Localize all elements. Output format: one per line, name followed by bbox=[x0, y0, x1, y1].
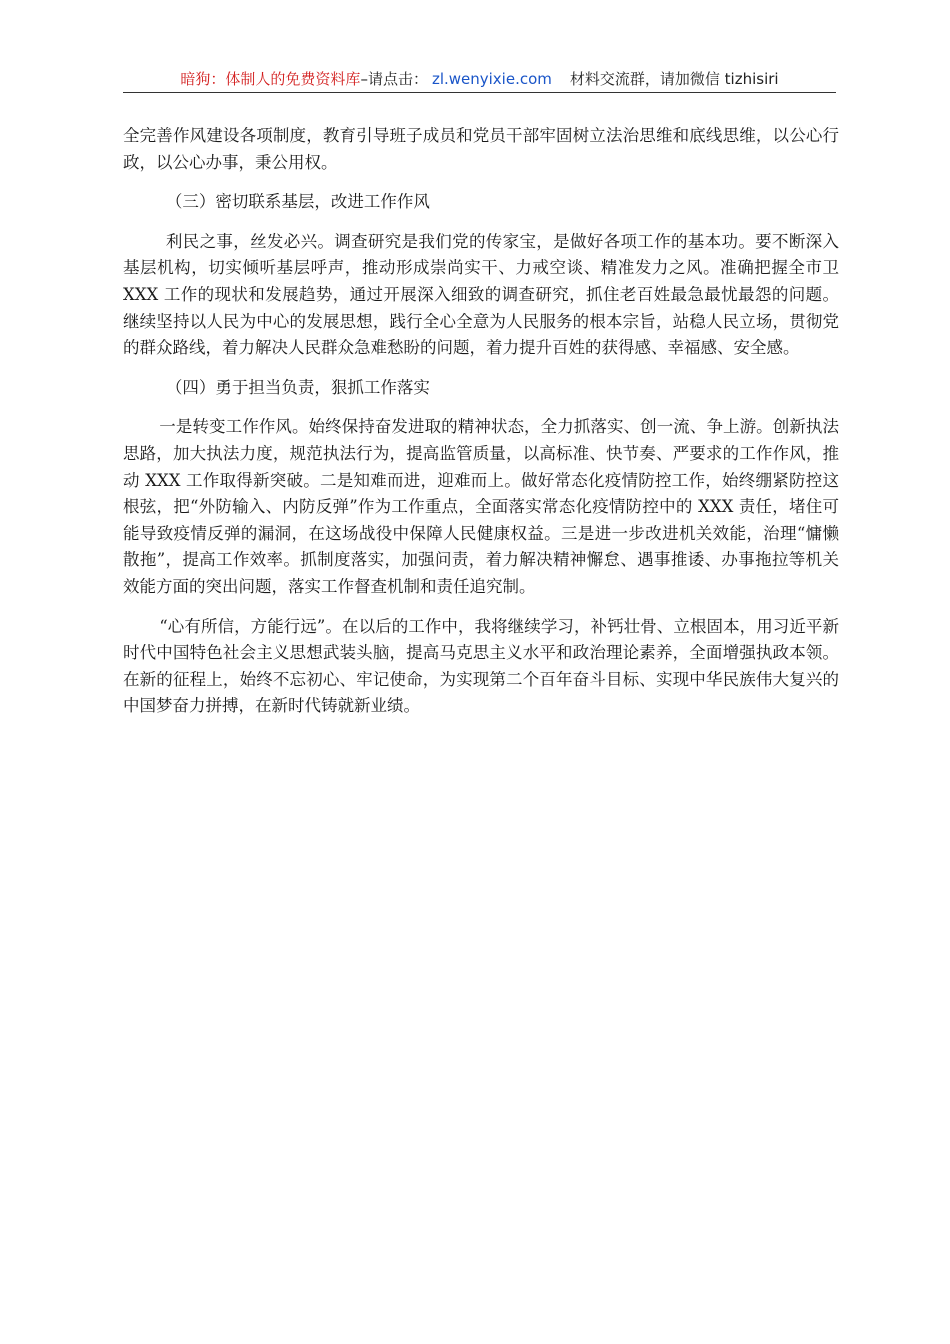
paragraph-continuation: 全完善作风建设各项制度，教育引导班子成员和党员干部牢固树立法治思维和底线思维，以公心行政，以公心办事，秉公用权。 bbox=[123, 126, 839, 172]
header-group-note: 材料交流群，请加微信 tizhisiri bbox=[569, 70, 779, 88]
paragraph-section-4: 一是转变工作作风。始终保持奋发进取的精神状态，全力抓落实、创一流、争上游。创新执法思路，加大执法力度，规范执法行为，提高监管质量，以高标准、快节奏、严要求的工作作风，推动 XXX 工作取得新突破。二是知难而进，迎难而上。做好常态化疫情防控工作，始终绷紧防控这根弦，把“外防输入、内防反弹”作为工作重点，全面落实常态化疫情防控中的 XXX 责任，堵住可能导致疫情反弹的漏洞，在这场战役中保障人民健康权益。三是进一步改进机关效能，治理“慵懒散拖”，提高工作效率。抓制度落实，加强问责，着力解决精神懈怠、遇事推诿、办事拖拉等机关效能方面的突出问题，落实工作督查机制和责任追究制。 bbox=[123, 417, 839, 596]
header-brand: 暗狗：体制人的免费资料库 bbox=[180, 70, 361, 88]
paragraph-section-3: 利民之事，丝发必兴。调查研究是我们党的传家宝，是做好各项工作的基本功。要不断深入基层机构，切实倾听基层呼声，推动形成崇尚实干、力戒空谈、精准发力之风。准确把握全市卫 XXX 工作的现状和发展趋势，通过开展深入细致的调查研究，抓住老百姓最急最忧最怨的问题。继续坚持以人民为中心的发展思想，践行全心全意为人民服务的根本宗旨，站稳人民立场，贯彻党的群众路线，着力解决人民群众急难愁盼的问题，着力提升百姓的获得感、幸福感、安全感。 bbox=[123, 231, 839, 358]
page-header bbox=[123, 66, 836, 93]
header-url-link[interactable]: zl.wenyixie.com bbox=[431, 70, 552, 88]
document-body bbox=[123, 123, 839, 733]
header-click-prompt: –请点击： bbox=[360, 70, 428, 88]
section-heading-3: （三）密切联系基层，改进工作作风 bbox=[165, 192, 430, 212]
section-heading-4: （四）勇于担当负责，狠抓工作落实 bbox=[165, 377, 430, 397]
paragraph-conclusion: “心有所信，方能行远”。在以后的工作中，我将继续学习，补钙壮骨、立根固本，用习近平新时代中国特色社会主义思想武装头脑，提高马克思主义水平和政治理论素养，全面增强执政本领。在新的征程上，始终不忘初心、牢记使命，为实现第二个百年奋斗目标、实现中华民族伟大复兴的中国梦奋力拼搏，在新时代铸就新业绩。 bbox=[123, 616, 839, 716]
